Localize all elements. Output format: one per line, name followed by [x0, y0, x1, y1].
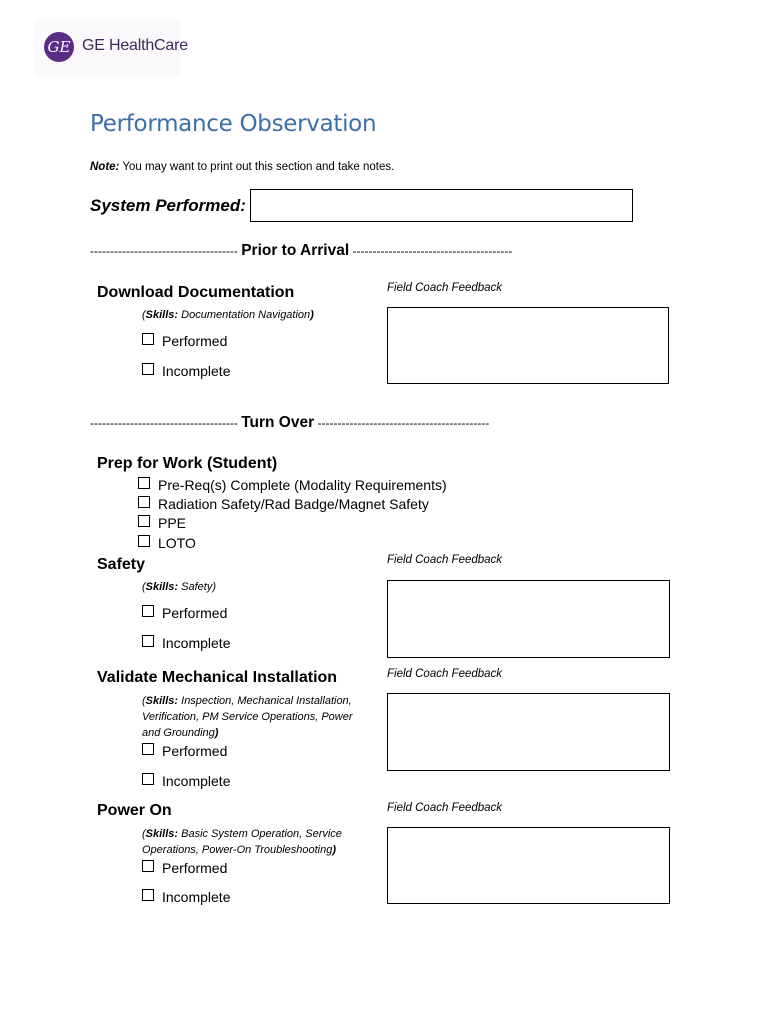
option-label: Performed [162, 333, 228, 349]
mechanical-feedback-box[interactable] [387, 693, 670, 771]
checkbox[interactable] [138, 515, 150, 527]
download-documentation-heading: Download Documentation [97, 284, 295, 301]
skills-text: Verification, PM Service Operations, Power [142, 711, 353, 723]
checkbox[interactable] [142, 860, 154, 872]
download-performed-option[interactable] [142, 333, 227, 349]
download-feedback-box[interactable] [387, 307, 669, 384]
option-label: Incomplete [162, 363, 231, 379]
skills-prefix: Skills: [145, 581, 179, 593]
divider-dashes: ---------------------------------------- [352, 244, 513, 258]
checkbox[interactable] [142, 635, 154, 647]
prep-item[interactable] [138, 535, 196, 551]
skills-prefix: Skills: [145, 695, 179, 707]
skills-text: Operations, Power-On Troubleshooting [142, 844, 333, 856]
page-title: Performance Observation [90, 111, 377, 137]
option-label: Incomplete [162, 889, 231, 905]
field-coach-feedback-label: Field Coach Feedback [387, 802, 503, 814]
power-skills: (Skills: Basic System Operation, Service Operations, Power-On Troubleshooting) [142, 828, 342, 856]
checkbox[interactable] [142, 333, 154, 345]
checkbox[interactable] [138, 535, 150, 547]
skills-prefix: Skills: [145, 309, 179, 321]
prep-for-work-heading: Prep for Work (Student) [97, 455, 278, 472]
prep-item[interactable] [138, 515, 186, 531]
option-label: Incomplete [162, 635, 231, 651]
option-label: Incomplete [162, 773, 231, 789]
prep-item-label: Radiation Safety/Rad Badge/Magnet Safety [158, 496, 429, 512]
prep-item[interactable] [138, 496, 429, 512]
safety-feedback-box[interactable] [387, 580, 670, 658]
divider-dashes: ------------------------------------------- [317, 416, 490, 430]
download-skills: (Skills: Documentation Navigation) [142, 309, 314, 321]
download-incomplete-option[interactable] [142, 363, 230, 379]
ge-monogram-icon: GE [44, 32, 74, 62]
checkbox[interactable] [138, 496, 150, 508]
option-label: Performed [162, 860, 228, 876]
prep-item-label: Pre-Req(s) Complete (Modality Requirements) [158, 477, 447, 493]
note [90, 161, 394, 173]
power-feedback-box[interactable] [387, 827, 670, 904]
validate-mechanical-heading: Validate Mechanical Installation [97, 669, 338, 686]
divider-turn-over [90, 414, 489, 432]
safety-heading: Safety [97, 556, 146, 573]
prep-item-label: PPE [158, 515, 187, 531]
checkbox[interactable] [142, 363, 154, 375]
note-text: You may want to print out this section and take notes. [119, 161, 395, 173]
skills-text: Documentation Navigation [181, 309, 311, 321]
safety-skills: (Skills: Safety) [142, 581, 216, 593]
skills-text: and Grounding [142, 727, 215, 739]
safety-incomplete-option[interactable] [142, 635, 230, 651]
system-performed-field[interactable] [250, 189, 633, 222]
divider-label: Turn Over [241, 414, 315, 431]
skills-text: Safety [181, 581, 213, 593]
checkbox[interactable] [142, 889, 154, 901]
divider-prior-to-arrival [90, 242, 512, 260]
prep-item[interactable] [138, 477, 447, 493]
divider-dashes: ------------------------------------- [90, 244, 238, 258]
mechanical-skills: (Skills: Inspection, Mechanical Installation, Verification, PM Service Operations, Power and Grounding) [142, 695, 353, 739]
power-incomplete-option[interactable] [142, 889, 230, 905]
divider-dashes: ------------------------------------- [90, 416, 238, 430]
system-performed-label: System Performed: [90, 196, 246, 215]
logo-text: GE HealthCare [82, 37, 188, 54]
field-coach-feedback-label: Field Coach Feedback [387, 554, 503, 566]
mechanical-incomplete-option[interactable] [142, 773, 230, 789]
skills-text: Basic System Operation, Service [178, 828, 342, 840]
power-on-heading: Power On [97, 802, 172, 819]
skills-text: Inspection, Mechanical Installation, [178, 695, 352, 707]
field-coach-feedback-label: Field Coach Feedback [387, 282, 503, 294]
field-coach-feedback-label: Field Coach Feedback [387, 668, 503, 680]
option-label: Performed [162, 743, 228, 759]
checkbox[interactable] [142, 743, 154, 755]
checkbox[interactable] [142, 605, 154, 617]
checkbox[interactable] [138, 477, 150, 489]
divider-label: Prior to Arrival [241, 242, 350, 259]
checkbox[interactable] [142, 773, 154, 785]
note-label: Note: [90, 161, 120, 173]
mechanical-performed-option[interactable] [142, 743, 227, 759]
skills-prefix: Skills: [145, 828, 179, 840]
option-label: Performed [162, 605, 228, 621]
prep-item-label: LOTO [158, 535, 196, 551]
power-performed-option[interactable] [142, 860, 227, 876]
safety-performed-option[interactable] [142, 605, 227, 621]
